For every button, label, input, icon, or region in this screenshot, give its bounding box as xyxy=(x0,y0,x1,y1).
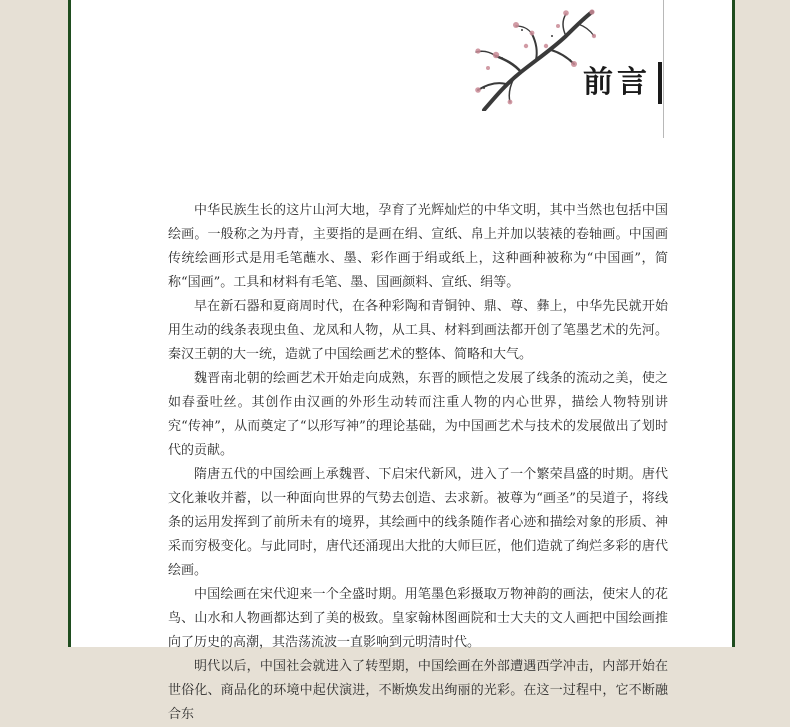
paragraph: 早在新石器和夏商周时代，在各种彩陶和青铜钟、鼎、尊、彝上，中华先民就开始用生动的线条表现虫鱼、龙凤和人物，从工具、材料到画法都开创了笔墨艺术的先河。秦汉王朝的大一统，造就了中国绘画艺术的整体、简略和大气。 xyxy=(168,299,668,362)
paragraph: 中华民族生长的这片山河大地，孕育了光辉灿烂的中华文明，其中当然也包括中国绘画。一般称之为丹青，主要指的是画在绢、宣纸、帛上并加以装裱的卷轴画。中国画传统绘画形式是用毛笔蘸水、墨、彩作画于绢或纸上，这种画种被称为“中国画”，简称“国画”。工具和材料有毛笔、墨、国画颜料、宣纸、绢等。 xyxy=(168,203,668,290)
page-title: 前言 xyxy=(583,65,651,100)
paragraph: 隋唐五代的中国绘画上承魏晋、下启宋代新风，进入了一个繁荣昌盛的时期。唐代文化兼收并蓄，以一种面向世界的气势去创造、去求新。被尊为“画圣”的吴道子，将线条的运用发挥到了前所未有的境界，其绘画中的线条随作者心迹和描绘对象的形质、神采而穷极变化。与此同时，唐代还涌现出大批的大师巨匠，他们造就了绚烂多彩的唐代绘画。 xyxy=(168,467,668,578)
chapter-header xyxy=(466,0,736,140)
title-vertical-rule xyxy=(663,0,664,138)
title-accent-bar xyxy=(658,62,662,104)
preface-body xyxy=(168,199,668,727)
book-page xyxy=(68,0,735,722)
paragraph: 明代以后，中国社会就进入了转型期，中国绘画在外部遭遇西学冲击，内部开始在世俗化、商品化的环境中起伏演进，不断焕发出绚丽的光彩。在这一过程中，它不断融合东 xyxy=(168,659,668,722)
paragraph: 中国绘画在宋代迎来一个全盛时期。用笔墨色彩摄取万物神韵的画法，使宋人的花鸟、山水和人物画都达到了美的极致。皇家翰林图画院和士大夫的文人画把中国绘画推向了历史的高潮，其浩荡流波一直影响到元明清时代。 xyxy=(168,587,668,650)
plum-blossom-branch-illustration xyxy=(466,6,596,111)
paragraph: 魏晋南北朝的绘画艺术开始走向成熟，东晋的顾恺之发展了线条的流动之美，使之如春蚕吐丝。其创作由汉画的外形生动转而注重人物的内心世界，描绘人物特别讲究“传神”，从而奠定了“以形写神”的理论基础，为中国画艺术与技术的发展做出了划时代的贡献。 xyxy=(168,371,668,458)
